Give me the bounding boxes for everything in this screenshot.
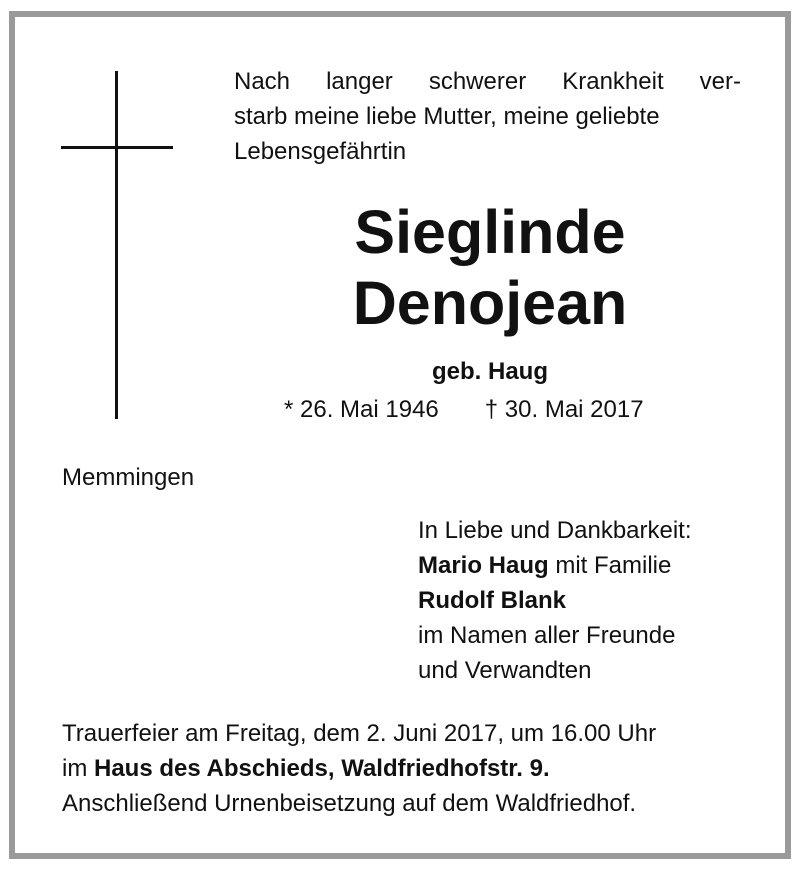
birth-date: * 26. Mai 1946 [284,396,439,423]
mourners-block [418,513,692,688]
cross-horizontal-bar [61,146,173,149]
mourner-1-suffix: mit Familie [548,552,672,579]
intro-line-2: starb meine liebe Mutter, meine geliebte [234,103,660,130]
intro-text [234,64,741,169]
funeral-location: Haus des Abschieds, Waldfriedhofstr. 9. [94,755,550,782]
mourners-heading: In Liebe und Dankbarkeit: [418,517,692,544]
funeral-line-1: Trauerfeier am Freitag, dem 2. Juni 2017, um 16.00 Uhr [62,720,657,747]
funeral-location-prefix: im [62,755,94,782]
funeral-details [62,716,742,821]
mourner-1-name: Mario Haug [418,552,549,579]
maiden-name: geb. Haug [431,358,548,385]
death-date: † 30. Mai 2017 [484,396,644,423]
deceased-first-name: Sieglinde [354,198,626,266]
funeral-line-3: Anschließend Urnenbeisetzung auf dem Waldfriedhof. [62,790,637,817]
intro-line-1: Nach langer schwerer Krankheit ver- [234,68,741,95]
place-name: Memmingen [62,464,195,491]
funeral-line-2 [62,751,742,786]
life-dates [284,394,644,426]
mourners-friends-line: im Namen aller Freunde [418,622,676,649]
cross-vertical-bar [115,71,118,419]
mourners-relatives-line: und Verwandten [418,657,592,684]
mourner-2 [418,583,692,618]
mourner-1 [418,548,692,583]
intro-line-3: Lebensgefährtin [234,138,407,165]
deceased-last-name: Denojean [352,269,628,337]
mourner-2-name: Rudolf Blank [418,587,566,614]
